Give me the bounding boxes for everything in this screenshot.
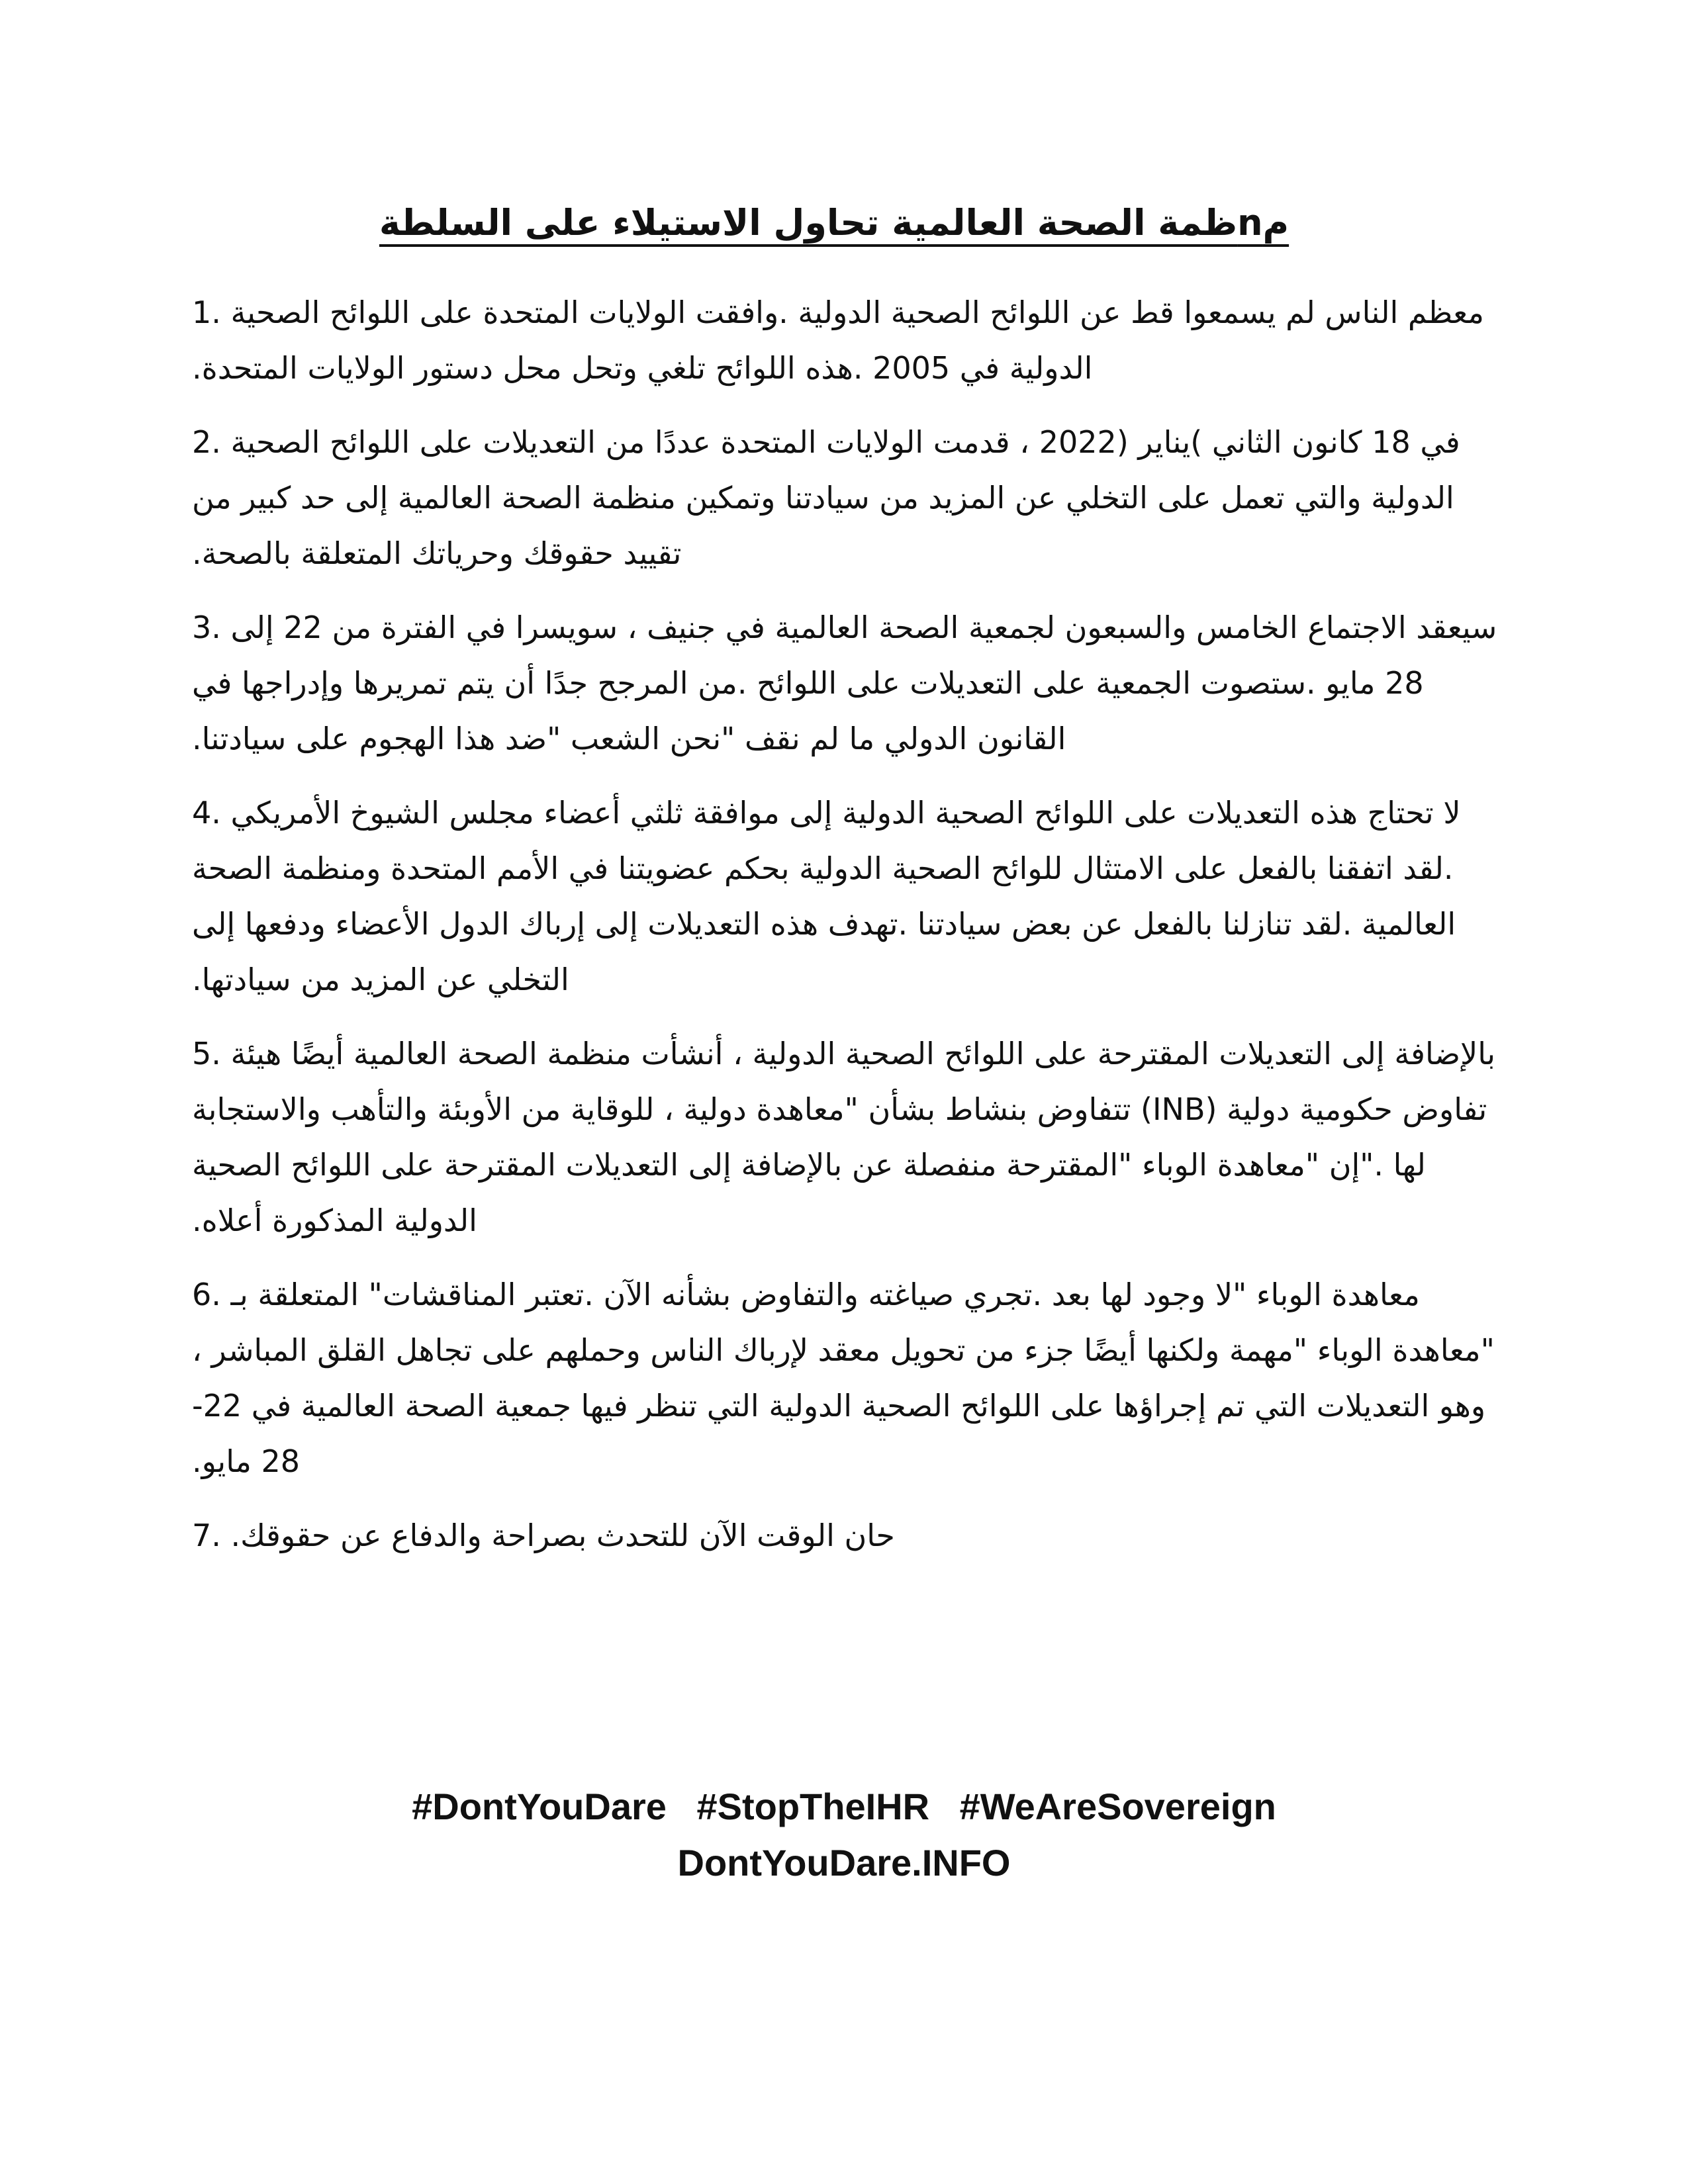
title-container bbox=[371, 202, 1297, 244]
numbered-list bbox=[192, 285, 1499, 1582]
list-item bbox=[192, 414, 1499, 581]
item-text: حان الوقت الآن للتحدث بصراحة والدفاع عن حقوقك. bbox=[230, 1518, 895, 1553]
list-item bbox=[192, 785, 1499, 1007]
item-number: 5. bbox=[192, 1036, 221, 1071]
list-item bbox=[192, 1508, 1499, 1563]
website-link: DontYouDare.INFO bbox=[677, 1842, 1011, 1884]
item-text: معاهدة الوباء "لا وجود لها بعد .تجري صياغته والتفاوض بشأنه الآن .تعتبر المناقشات" المتعلقة بـ "معاهدة الوباء "مهمة ولكنها أيضًا جزء من تحويل معقد لإرباك الناس وحملهم على تجاهل القلق المباشر ، وهو التعديلات التي تم إجراؤها على اللوائح الصحية الدولية التي تنظر فيها جمعية الصحة العالمية في 22-28 مايو. bbox=[192, 1277, 1495, 1479]
item-number: 3. bbox=[192, 610, 221, 645]
document-title: مnظمة الصحة العالمية تحاول الاستيلاء على السلطة bbox=[379, 202, 1289, 244]
item-text: في 18 كانون الثاني )يناير (2022 ، قدمت الولايات المتحدة عددًا من التعديلات على اللوائح الصحية الدولية والتي تعمل على التخلي عن المزيد من سيادتنا وتمكين منظمة الصحة العالمية إلى حد كبير من تقييد حقوقك وحرياتك المتعلقة بالصحة. bbox=[192, 424, 1460, 571]
item-text: بالإضافة إلى التعديلات المقترحة على اللوائح الصحية الدولية ، أنشأت منظمة الصحة العالمية أيضًا هيئة تفاوض حكومية دولية (INB) تتفاوض بنشاط بشأن "معاهدة دولية ، للوقاية من الأوبئة والتأهب والاستجابة لها ."إن "معاهدة الوباء "المقترحة منفصلة عن بالإضافة إلى التعديلات المقترحة على اللوائح الصحية الدولية المذكورة أعلاه. bbox=[192, 1036, 1496, 1238]
list-item bbox=[192, 600, 1499, 766]
item-number: 4. bbox=[192, 795, 221, 831]
item-number: 7. bbox=[192, 1518, 221, 1553]
item-number: 2. bbox=[192, 424, 221, 460]
list-item bbox=[192, 285, 1499, 396]
list-item bbox=[192, 1026, 1499, 1248]
item-number: 6. bbox=[192, 1277, 221, 1312]
hashtags: #DontYouDare #StopTheIHR #WeAreSovereign bbox=[412, 1786, 1276, 1827]
item-number: 1. bbox=[192, 295, 221, 330]
item-text: لا تحتاج هذه التعديلات على اللوائح الصحية الدولية إلى موافقة ثلثي أعضاء مجلس الشيوخ الأمريكي .لقد اتفقنا بالفعل على الامتثال للوائح الصحية الدولية بحكم عضويتنا في الأمم المتحدة ومنظمة الصحة العالمية .لقد تنازلنا بالفعل عن بعض سيادتنا .تهدف هذه التعديلات إلى إرباك الدول الأعضاء ودفعها إلى التخلي عن المزيد من سيادتها. bbox=[192, 795, 1461, 997]
list-item bbox=[192, 1267, 1499, 1489]
item-text: معظم الناس لم يسمعوا قط عن اللوائح الصحية الدولية .وافقت الولايات المتحدة على اللوائح الصحية الدولية في 2005 .هذه اللوائح تلغي وتحل محل دستور الولايات المتحدة. bbox=[192, 295, 1485, 386]
item-text: سيعقد الاجتماع الخامس والسبعون لجمعية الصحة العالمية في جنيف ، سويسرا في الفترة من 22 إلى 28 مايو .ستصوت الجمعية على التعديلات على اللوائح .من المرجح جدًا أن يتم تمريرها وإدراجها في القانون الدولي ما لم نقف "نحن الشعب "ضد هذا الهجوم على سيادتنا. bbox=[192, 610, 1497, 756]
